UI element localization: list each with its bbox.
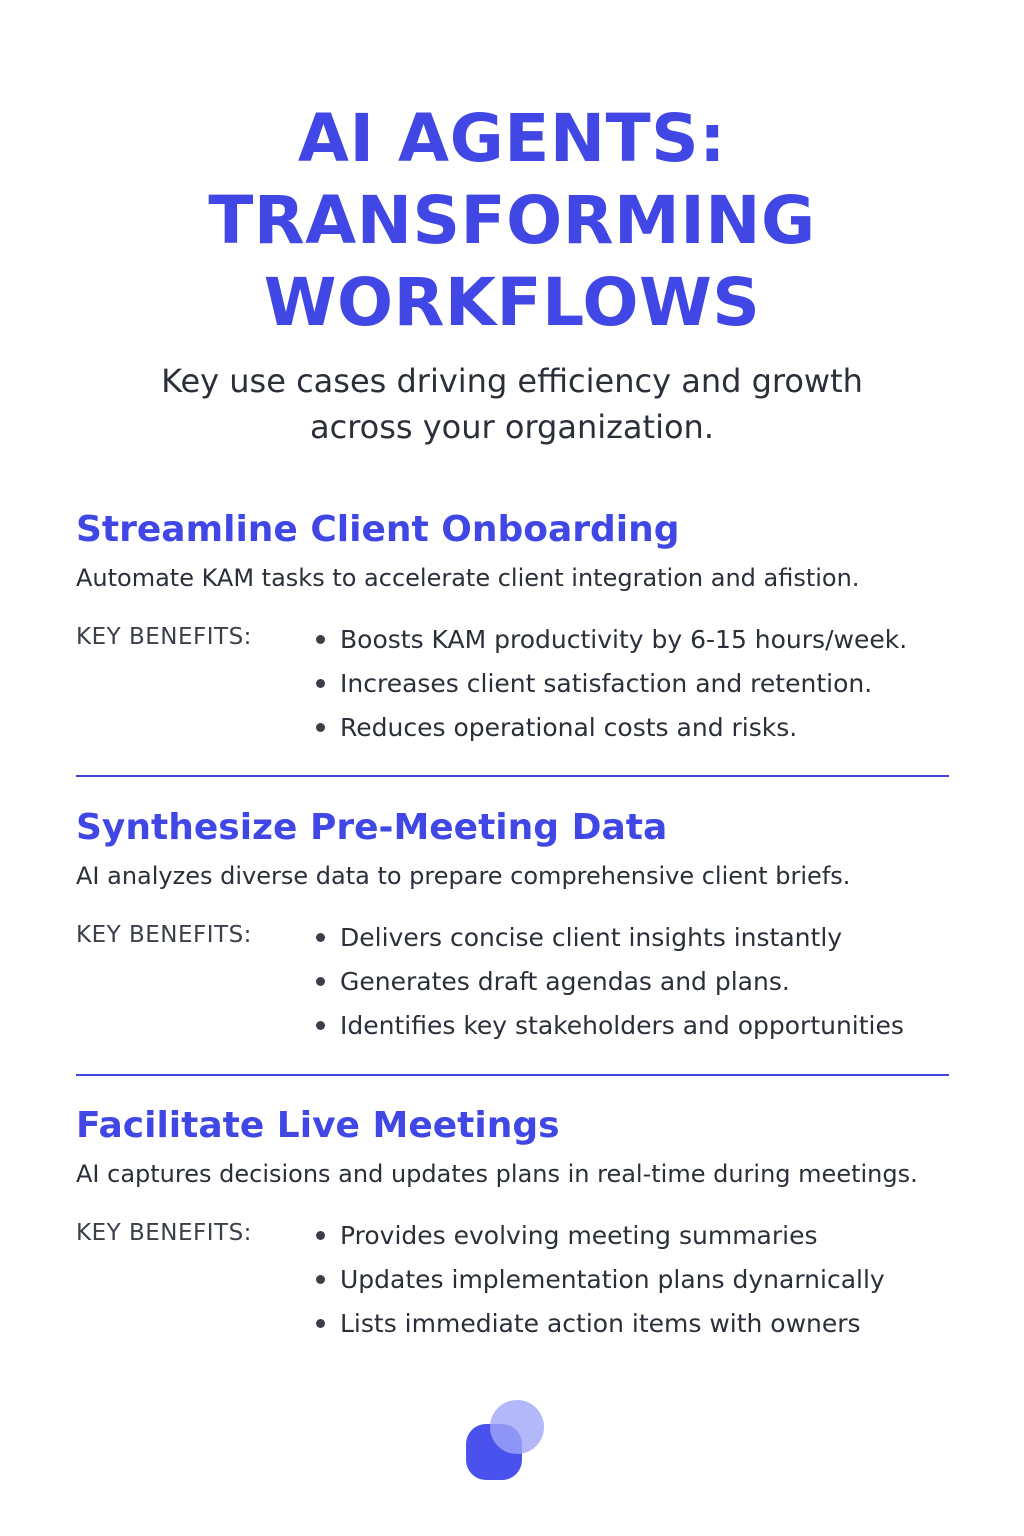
section-description: Automate KAM tasks to accelerate client integration and afistion. [76, 564, 860, 592]
benefit-text: Updates implementation plans dynarnically [340, 1265, 885, 1294]
bullet-icon [316, 1319, 325, 1328]
bullet-icon [316, 977, 325, 986]
list-item [314, 1258, 885, 1302]
list-item [314, 1214, 885, 1258]
benefit-text: Boosts KAM productivity by 6-15 hours/week. [340, 625, 908, 654]
key-benefits-label: KEY BENEFITS: [76, 1220, 252, 1246]
benefit-text: Lists immediate action items with owners [340, 1309, 861, 1338]
section-divider [76, 775, 949, 777]
section-description: AI captures decisions and updates plans in real-time during meetings. [76, 1160, 918, 1188]
bullet-icon [316, 679, 325, 688]
benefit-text: Delivers concise client insights instantly [340, 923, 843, 952]
list-item [314, 960, 904, 1004]
bullet-icon [316, 723, 325, 732]
bullet-icon [316, 635, 325, 644]
bullet-icon [316, 1275, 325, 1284]
benefits-list [314, 618, 907, 750]
benefit-text: Identifies key stakeholders and opportunities [340, 1011, 904, 1040]
page-title [0, 98, 1024, 344]
list-item [314, 618, 907, 662]
title-line-1: AI AGENTS: [297, 100, 727, 177]
overlapping-shapes-logo-icon [466, 1398, 546, 1480]
benefit-text: Reduces operational costs and risks. [340, 713, 798, 742]
key-benefits [76, 618, 996, 758]
section-heading: Streamline Client Onboarding [76, 509, 680, 550]
key-benefits [76, 916, 996, 1056]
section-live-meetings [76, 1104, 996, 1354]
key-benefits-label: KEY BENEFITS: [76, 922, 252, 948]
list-item [314, 916, 904, 960]
page-subtitle [0, 358, 1024, 450]
benefits-list [314, 916, 904, 1048]
section-heading: Synthesize Pre-Meeting Data [76, 807, 668, 848]
section-divider [76, 1074, 949, 1076]
benefit-text: Increases client satisfaction and retention. [340, 669, 873, 698]
section-heading: Facilitate Live Meetings [76, 1105, 560, 1146]
bullet-icon [316, 933, 325, 942]
subtitle-line-2: across your organization. [309, 408, 714, 446]
list-item [314, 662, 907, 706]
bullet-icon [316, 1021, 325, 1030]
subtitle-line-1: Key use cases driving efficiency and growth [161, 362, 863, 400]
title-line-3: WORKFLOWS [263, 264, 761, 341]
benefit-text: Provides evolving meeting summaries [340, 1221, 818, 1250]
list-item [314, 1302, 885, 1346]
list-item [314, 706, 907, 750]
bullet-icon [316, 1231, 325, 1240]
key-benefits [76, 1214, 996, 1354]
list-item [314, 1004, 904, 1048]
benefit-text: Generates draft agendas and plans. [340, 967, 790, 996]
section-client-onboarding [76, 508, 996, 758]
key-benefits-label: KEY BENEFITS: [76, 624, 252, 650]
section-pre-meeting-data [76, 806, 996, 1056]
title-line-2: TRANSFORMING [208, 182, 816, 259]
benefits-list [314, 1214, 885, 1346]
section-description: AI analyzes diverse data to prepare comprehensive client briefs. [76, 862, 851, 890]
